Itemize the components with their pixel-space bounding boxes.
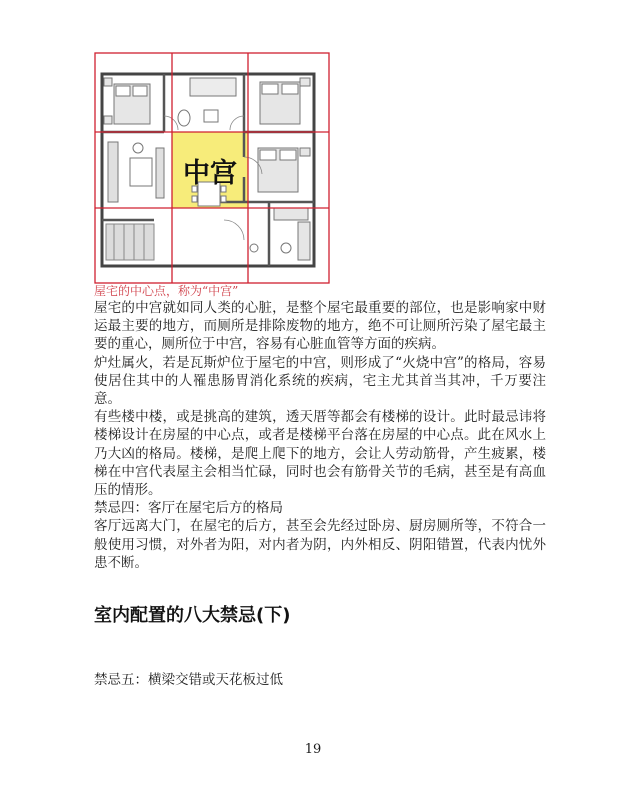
paragraph-5: 客厅远离大门，在屋宅的后方，甚至会先经过卧房、厨房厕所等，不符合一般使用习惯，对外者为阳，对内者为阴，内外相反、阴阳错置，代表内忧外患不断。 — [94, 518, 546, 571]
paragraph-3: 有些楼中楼，或是挑高的建筑，透天厝等都会有楼梯的设计。此时最忌讳将楼梯设计在房屋的中心点，或者是楼梯平台落在房屋的中心点。此在风水上乃大凶的格局。楼梯，是爬上爬下的地方，会让人劳动筋骨，产生疲累，楼梯在中宫代表屋主会相当忙碌，同时也会有筋骨关节的毛病，甚至是有高血压的情形。 — [94, 409, 546, 499]
taboo-four-title: 禁忌四：客厅在屋宅后方的格局 — [94, 500, 283, 517]
page-number: 19 — [304, 742, 322, 757]
taboo-five-title: 禁忌五：横梁交错或天花板过低 — [94, 672, 283, 688]
floor-plan-figure — [94, 52, 330, 284]
body-text — [94, 299, 546, 572]
section-heading: 室内配置的八大禁忌(下) — [94, 605, 291, 626]
paragraph-1: 屋宅的中宫就如同人类的心脏，是整个屋宅最重要的部位，也是影响家中财运最主要的地方，而厕所是排除废物的地方，绝不可让厕所污染了屋宅最主要的重心，厕所位于中宫，容易有心脏血管等方面的疾病。 — [94, 300, 546, 353]
floor-plan-drawing — [94, 52, 330, 284]
figure-caption: 屋宅的中心点，称为“中宫” — [94, 284, 239, 298]
paragraph-2: 炉灶属火，若是瓦斯炉位于屋宅的中宫，则形成了“火烧中宫”的格局，容易使居住其中的人罹患肠胃消化系统的疾病，宅主尤其首当其冲，千万要注意。 — [94, 354, 546, 408]
center-palace-label: 中宫 — [183, 158, 237, 189]
